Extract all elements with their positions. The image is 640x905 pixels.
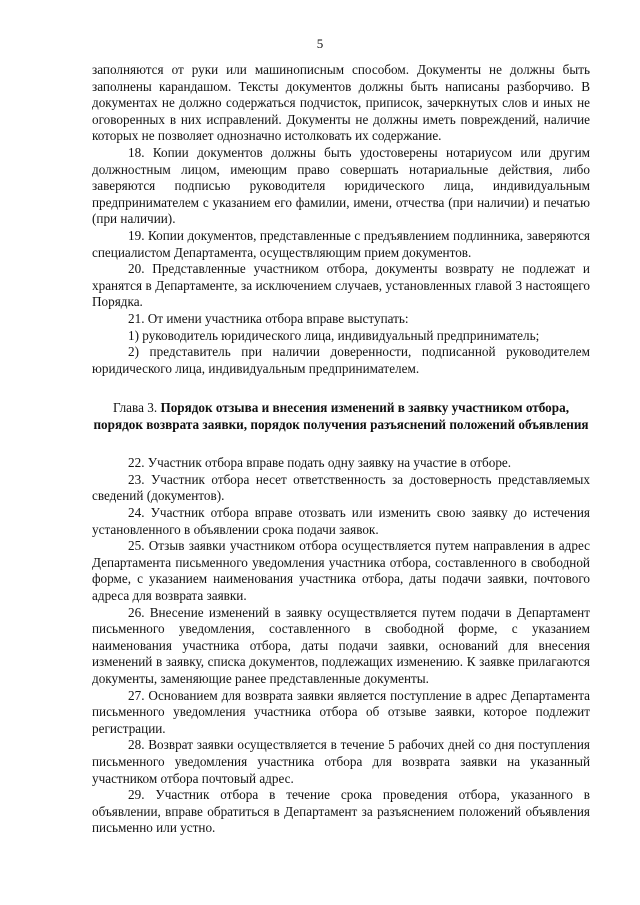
chapter-heading [92, 399, 590, 433]
paragraph: 2) представитель при наличии доверенности, подписанной руководителем юридического лица, индивидуальным предпринимателем. [92, 344, 590, 376]
document-body [92, 62, 590, 837]
paragraph: 29. Участник отбора в течение срока проведения отбора, указанного в объявлении, вправе обратиться в Департамент за разъяснением положений объявления письменно или устно. [92, 787, 590, 836]
paragraph: 24. Участник отбора вправе отозвать или изменить свою заявку до истечения установленного в объявлении срока подачи заявок. [92, 505, 590, 537]
paragraphs-after-chapter [92, 455, 590, 837]
chapter-title: Порядок отзыва и внесения изменений в заявку участником отбора, порядок возврата заявки, порядок получения разъяснений положений объявления [93, 400, 589, 433]
paragraph: 23. Участник отбора несет ответственность за достоверность представляемых сведений (документов). [92, 471, 590, 504]
paragraph: 22. Участник отбора вправе подать одну заявку на участие в отборе. [128, 455, 512, 471]
paragraph: 28. Возврат заявки осуществляется в течение 5 рабочих дней со дня поступления письменного уведомления участника отбора для возврата заявки на указанный участником отбора почтовый адрес. [92, 737, 590, 786]
paragraphs-before-chapter [92, 62, 590, 377]
paragraph: 26. Внесение изменений в заявку осуществляется путем подачи в Департамент письменного уведомления, составленного в свободной форме, с указанием наименования участника отбора, даты подачи заявки, оснований для внесения изменений в заявку, списка документов, подлежащих изменению. К заявке прилагаются документы, заменяющие ранее представленные документы. [92, 604, 590, 686]
paragraph: 1) руководитель юридического лица, индивидуальный предприниматель; [128, 327, 540, 343]
page-number: 5 [316, 36, 324, 51]
chapter-prefix: Глава 3. [112, 400, 161, 416]
paragraph: 18. Копии документов должны быть удостоверены нотариусом или другим должностным лицом, имеющим право совершать нотариальные действия, либо заверяются подписью руководителя юридического лица, индивидуальным предпринимателем с указанием его фамилии, имени, отчества (при наличии) и печатью (при наличии). [92, 144, 590, 227]
paragraph: 27. Основанием для возврата заявки является поступление в адрес Департамента письменного уведомления участника отбора об отзыве заявки, которое подлежит регистрации. [92, 687, 590, 736]
paragraph: 20. Представленные участником отбора, документы возврату не подлежат и хранятся в Департаменте, за исключением случаев, установленных главой 3 настоящего Порядка. [92, 261, 590, 310]
paragraph: 21. От имени участника отбора вправе выступать: [128, 310, 409, 326]
paragraph: 19. Копии документов, представленные с предъявлением подлинника, заверяются специалистом Департамента, осуществляющим прием документов. [92, 227, 590, 260]
paragraph: 25. Отзыв заявки участником отбора осуществляется путем направления в адрес Департамента письменного уведомления участника отбора, составленного в свободной форме, с указанием наименования участника отбора, даты подачи заявки, почтового адреса для возврата заявки. [92, 538, 590, 604]
paragraph: заполняются от руки или машинописным способом. Документы не должны быть заполнены карандашом. Тексты документов должны быть написаны разборчиво. В документах не должно содержаться подчисток, приписок, зачеркнутых слов и иных не оговоренных в них исправлений. Документы не должны иметь повреждений, наличие которых не позволяет однозначно истолковать их содержание. [92, 62, 590, 144]
